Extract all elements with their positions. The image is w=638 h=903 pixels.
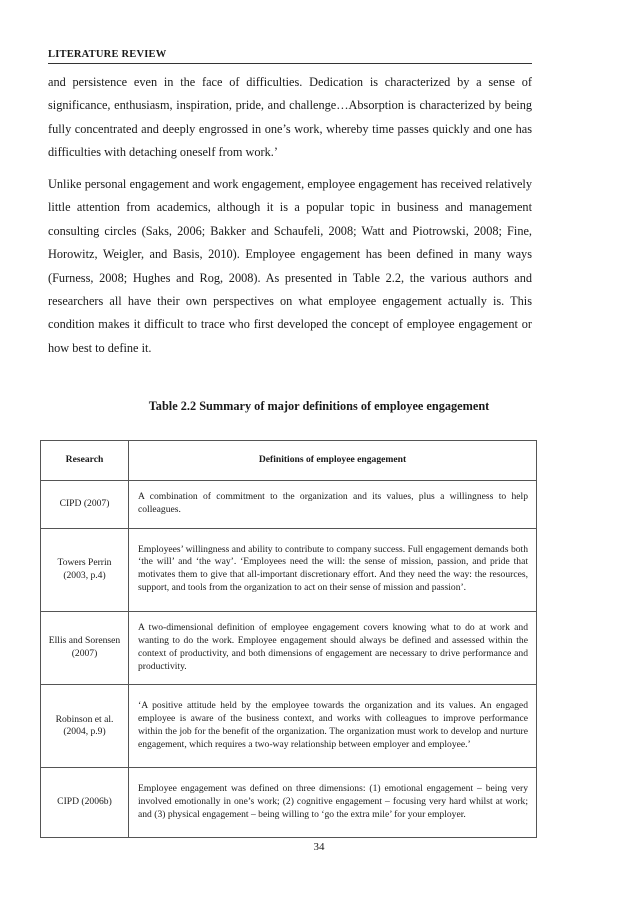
definition-cell: ‘A positive attitude held by the employee towards the organization and its values. An engaged employee is aware of the business context, and works with colleagues to improve performance within the job for the benefit of the organization. The organization must work to develop and nurture engagement, which requires a two-way relationship between employer and employee.’ (129, 685, 537, 768)
research-column-header: Research (41, 441, 129, 481)
definitions-column-header: Definitions of employee engagement (129, 441, 537, 481)
table-row (41, 611, 537, 685)
research-cell: Robinson et al. (2004, p.9) (41, 685, 129, 768)
definition-cell: Employee engagement was defined on three dimensions: (1) emotional engagement – being very involved emotionally in one’s work; (2) cognitive engagement – focusing very hard whilst at work; and (3) physical engagement – being willing to ‘go the extra mile’ for your employer. (129, 768, 537, 838)
definition-cell: A combination of commitment to the organization and its values, plus a willingness to help colleagues. (129, 481, 537, 529)
research-cell: Towers Perrin (2003, p.4) (41, 528, 129, 611)
page-number: 34 (313, 841, 325, 853)
running-head: LITERATURE REVIEW (48, 49, 167, 60)
definition-cell: Employees’ willingness and ability to contribute to company success. Full engagement demands both ‘the will’ and ‘the way’. ‘Employees need the will: the sense of mission, passion, and pride that motivates them to give that all-important discretionary effort. And they need the way: the resources, support, and tools from the organization to act on their sense of mission and passion’. (129, 528, 537, 611)
table-row (41, 528, 537, 611)
research-cell: CIPD (2006b) (41, 768, 129, 838)
table-header-row (41, 441, 537, 481)
definitions-table (40, 440, 537, 838)
table-row (41, 481, 537, 529)
definition-cell: A two-dimensional definition of employee engagement covers knowing what to do at work and wanting to do the work. Employee engagement should always be defined and assessed within the context of productivity, and both dimensions of engagement are necessary to drive performance and productivity. (129, 611, 537, 685)
header-rule (48, 63, 532, 64)
table-caption: Table 2.2 Summary of major definitions of employee engagement (148, 399, 490, 413)
body-paragraph-2: Unlike personal engagement and work engagement, employee engagement has received relatively little attention from academics, although it is a popular topic in business and management consulting circles (Saks, 2006; Bakker and Schaufeli, 2008; Watt and Piotrowski, 2008; Fine, Horowitz, Weigler, and Basis, 2010). Employee engagement has been defined in many ways (Furness, 2008; Hughes and Rog, 2008). As presented in Table 2.2, the various authors and researchers all have their own perspectives on what employee engagement actually is. This condition makes it difficult to trace who first developed the concept of employee engagement or how best to define it. (48, 177, 532, 355)
research-cell: CIPD (2007) (41, 481, 129, 529)
table-row (41, 768, 537, 838)
table-row (41, 685, 537, 768)
body-paragraph-1: and persistence even in the face of difficulties. Dedication is characterized by a sense of significance, enthusiasm, inspiration, pride, and challenge…Absorption is characterized by being fully concentrated and deeply engrossed in one’s work, whereby time passes quickly and one has difficulties with detaching oneself from work.’ (48, 75, 532, 160)
research-cell: Ellis and Sorensen (2007) (41, 611, 129, 685)
